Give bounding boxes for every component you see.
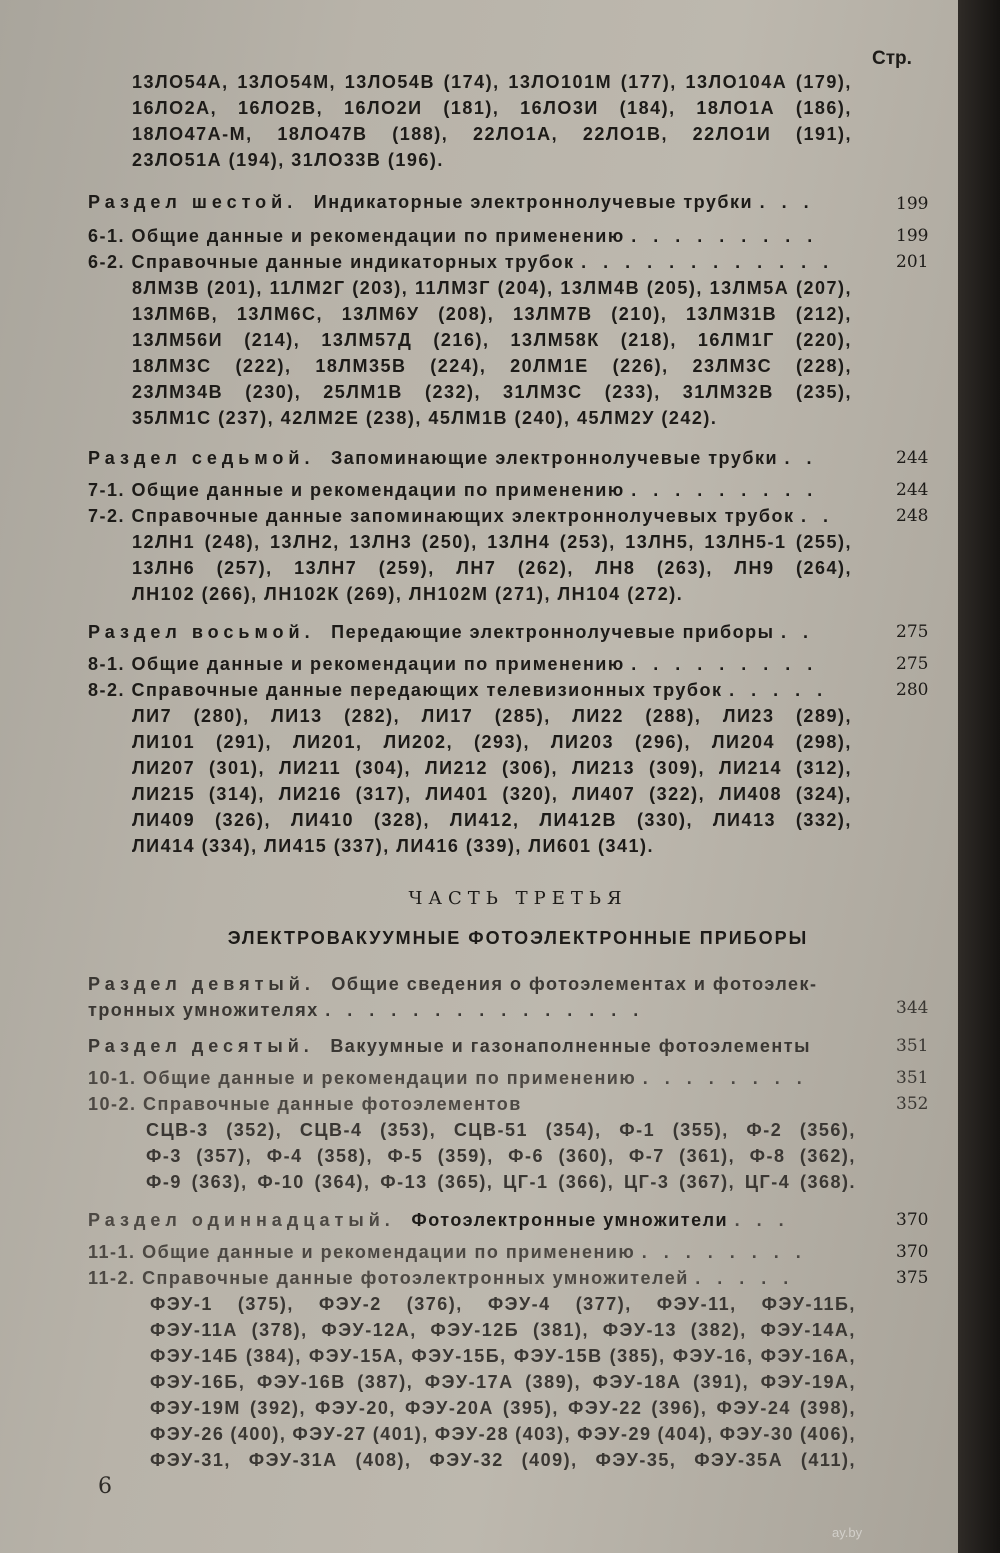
- leader-dots: . . . . . . . . . . . . . . .: [325, 1000, 645, 1020]
- item-title: Справочные данные индикаторных трубок: [131, 252, 575, 272]
- toc-list-line: 23ЛМ34В (230), 25ЛМ1В (232), 31ЛМ3С (233), 31ЛМ32В (235),: [132, 382, 852, 402]
- item-number: 7-1.: [88, 480, 126, 500]
- toc-list-line: ФЭУ-1 (375), ФЭУ-2 (376), ФЭУ-4 (377), ФЭУ-11, ФЭУ-11Б,: [150, 1294, 856, 1314]
- leader-dots: . .: [784, 448, 818, 468]
- section-heading: [88, 448, 818, 469]
- toc-list-line: СЦВ-3 (352), СЦВ-4 (353), СЦВ-51 (354), Ф-1 (355), Ф-2 (356),: [146, 1120, 856, 1140]
- leader-dots: . . . . . . . .: [641, 1242, 807, 1262]
- section-label: Раздел шестой.: [88, 192, 298, 212]
- section-label: Раздел восьмой.: [88, 622, 315, 642]
- section-page: 351: [896, 1036, 929, 1056]
- section-heading: [88, 192, 815, 213]
- toc-list-line: Ф-9 (363), Ф-10 (364), Ф-13 (365), ЦГ-1 (366), ЦГ-3 (367), ЦГ-4 (368).: [146, 1172, 856, 1192]
- item-number: 10-2.: [88, 1094, 137, 1114]
- part-subtitle: ЭЛЕКТРОВАКУУМНЫЕ ФОТОЭЛЕКТРОННЫЕ ПРИБОРЫ: [227, 928, 809, 948]
- section-title: Общие сведения о фотоэлементах и фотоэлек-: [331, 974, 818, 994]
- toc-list-line: 13ЛО54А, 13ЛО54М, 13ЛО54В (174), 13ЛО101М (177), 13ЛО104А (179),: [132, 72, 852, 92]
- section-page: 344: [896, 998, 929, 1018]
- item-page: 280: [896, 680, 929, 700]
- section-page: 370: [896, 1210, 929, 1230]
- toc-list-line: 18ЛМ3С (222), 18ЛМ35В (224), 20ЛМ1Е (226), 23ЛМ3С (228),: [132, 356, 852, 376]
- section-title: Индикаторные электроннолучевые трубки: [313, 192, 754, 212]
- toc-item: [88, 506, 834, 527]
- leader-dots: . . . . . . . . .: [631, 226, 819, 246]
- leader-dots: . .: [800, 506, 834, 526]
- item-title: Справочные данные запоминающих электроннолучевых трубок: [131, 506, 795, 526]
- watermark: ay.by: [832, 1525, 863, 1540]
- item-title: Общие данные и рекомендации по применению: [131, 654, 625, 674]
- section-title: Запоминающие электроннолучевые трубки: [331, 448, 779, 468]
- toc-list-line: ФЭУ-16Б, ФЭУ-16В (387), ФЭУ-17А (389), ФЭУ-18А (391), ФЭУ-19А,: [150, 1372, 856, 1392]
- section-heading: [88, 1210, 790, 1231]
- section-title: Передающие электроннолучевые приборы: [331, 622, 775, 642]
- toc-list-line: ФЭУ-19М (392), ФЭУ-20, ФЭУ-20А (395), ФЭУ-22 (396), ФЭУ-24 (398),: [150, 1398, 856, 1418]
- toc-list-line: 12ЛН1 (248), 13ЛН2, 13ЛН3 (250), 13ЛН4 (253), 13ЛН5, 13ЛН5-1 (255),: [132, 532, 852, 552]
- toc-item: [88, 1268, 794, 1289]
- toc-list-line: 13ЛН6 (257), 13ЛН7 (259), ЛН7 (262), ЛН8 (263), ЛН9 (264),: [132, 558, 852, 578]
- item-title: Общие данные и рекомендации по применению: [131, 226, 625, 246]
- toc-list-line: ЛИ7 (280), ЛИ13 (282), ЛИ17 (285), ЛИ22 (288), ЛИ23 (289),: [132, 706, 852, 726]
- item-page: 201: [896, 252, 929, 272]
- toc-item: [88, 252, 834, 273]
- toc-list-line: 13ЛМ56И (214), 13ЛМ57Д (216), 13ЛМ58К (218), 16ЛМ1Г (220),: [132, 330, 852, 350]
- section-title-continued: тронных умножителях: [88, 1000, 319, 1020]
- item-title: Общие данные и рекомендации по применению: [143, 1068, 637, 1088]
- item-number: 6-1.: [88, 226, 126, 246]
- item-title: Общие данные и рекомендации по применению: [142, 1242, 636, 1262]
- toc-item: [88, 654, 818, 675]
- item-page: 275: [896, 654, 929, 674]
- toc-list-line: 23ЛО51А (194), 31ЛО33В (196).: [132, 150, 444, 170]
- toc-list-line: 8ЛМ3В (201), 11ЛМ2Г (203), 11ЛМ3Г (204), 13ЛМ4В (205), 13ЛМ5А (207),: [132, 278, 852, 298]
- item-page: 199: [896, 226, 929, 246]
- toc-item: [88, 1094, 522, 1115]
- toc-list-line: 16ЛО2А, 16ЛО2В, 16ЛО2И (181), 16ЛО3И (184), 18ЛО1А (186),: [132, 98, 852, 118]
- section-heading-continued: [88, 1000, 644, 1021]
- page-number: 6: [98, 1474, 112, 1499]
- item-page: 248: [896, 506, 929, 526]
- item-title: Справочные данные фотоэлементов: [143, 1094, 522, 1114]
- section-title: Вакуумные и газонаполненные фотоэлементы: [330, 1036, 811, 1056]
- leader-dots: . . . . .: [695, 1268, 795, 1288]
- toc-list-line: ЛН102 (266), ЛН102К (269), ЛН102М (271), ЛН104 (272).: [132, 584, 684, 604]
- section-label: Раздел одиннадцатый.: [88, 1210, 395, 1230]
- item-title: Общие данные и рекомендации по применению: [131, 480, 625, 500]
- section-label: Раздел седьмой.: [88, 448, 315, 468]
- item-number: 11-2.: [88, 1268, 136, 1288]
- toc-list-line: ЛИ101 (291), ЛИ201, ЛИ202, (293), ЛИ203 (296), ЛИ204 (298),: [132, 732, 852, 752]
- toc-item: [88, 680, 828, 701]
- item-page: 244: [896, 480, 929, 500]
- item-number: 7-2.: [88, 506, 126, 526]
- leader-dots: . . . . . . . .: [642, 1068, 808, 1088]
- section-heading: [88, 974, 818, 995]
- leader-dots: . . . . . . . . . . . .: [581, 252, 835, 272]
- item-page: 375: [896, 1268, 929, 1288]
- item-page: 352: [896, 1094, 929, 1114]
- toc-item: [88, 1242, 807, 1263]
- leader-dots: . . . . . . . . .: [631, 654, 819, 674]
- section-title: Фотоэлектронные умножители: [411, 1210, 729, 1230]
- item-page: 370: [896, 1242, 929, 1262]
- toc-list-line: ФЭУ-26 (400), ФЭУ-27 (401), ФЭУ-28 (403), ФЭУ-29 (404), ФЭУ-30 (406),: [150, 1424, 856, 1444]
- toc-list-line: ФЭУ-14Б (384), ФЭУ-15А, ФЭУ-15Б, ФЭУ-15В (385), ФЭУ-16, ФЭУ-16А,: [150, 1346, 856, 1366]
- item-number: 6-2.: [88, 252, 126, 272]
- toc-list-line: ЛИ215 (314), ЛИ216 (317), ЛИ401 (320), ЛИ407 (322), ЛИ408 (324),: [132, 784, 852, 804]
- item-number: 10-1.: [88, 1068, 137, 1088]
- section-page: 244: [896, 448, 929, 468]
- toc-list-line: Ф-3 (357), Ф-4 (358), Ф-5 (359), Ф-6 (360), Ф-7 (361), Ф-8 (362),: [146, 1146, 856, 1166]
- leader-dots: . . .: [734, 1210, 790, 1230]
- toc-item: [88, 480, 818, 501]
- section-heading: [88, 1036, 811, 1057]
- section-page: 199: [896, 194, 929, 214]
- item-number: 8-2.: [88, 680, 126, 700]
- section-label: Раздел десятый.: [88, 1036, 314, 1056]
- leader-dots: . . . . .: [729, 680, 829, 700]
- toc-list-line: ФЭУ-31, ФЭУ-31А (408), ФЭУ-32 (409), ФЭУ-35, ФЭУ-35А (411),: [150, 1450, 856, 1470]
- item-number: 11-1.: [88, 1242, 136, 1262]
- item-number: 8-1.: [88, 654, 126, 674]
- toc-list-line: ЛИ414 (334), ЛИ415 (337), ЛИ416 (339), ЛИ601 (341).: [132, 836, 654, 856]
- leader-dots: . . . . . . . . .: [631, 480, 819, 500]
- section-label: Раздел девятый.: [88, 974, 315, 994]
- toc-list-line: 13ЛМ6В, 13ЛМ6С, 13ЛМ6У (208), 13ЛМ7В (210), 13ЛМ31В (212),: [132, 304, 852, 324]
- item-page: 351: [896, 1068, 929, 1088]
- leader-dots: . . .: [759, 192, 815, 212]
- section-heading: [88, 622, 814, 643]
- toc-list-line: 35ЛМ1С (237), 42ЛМ2Е (238), 45ЛМ1В (240), 45ЛМ2У (242).: [132, 408, 718, 428]
- toc-item: [88, 226, 818, 247]
- section-page: 275: [896, 622, 929, 642]
- page-column-header: Стр.: [872, 48, 912, 69]
- toc-list-line: ФЭУ-11А (378), ФЭУ-12А, ФЭУ-12Б (381), ФЭУ-13 (382), ФЭУ-14А,: [150, 1320, 856, 1340]
- item-title: Справочные данные передающих телевизионных трубок: [131, 680, 723, 700]
- item-title: Справочные данные фотоэлектронных умножителей: [142, 1268, 689, 1288]
- leader-dots: . .: [781, 622, 815, 642]
- part-title: ЧАСТЬ ТРЕТЬЯ: [408, 888, 628, 909]
- toc-list-line: 18ЛО47А-М, 18ЛО47В (188), 22ЛО1А, 22ЛО1В, 22ЛО1И (191),: [132, 124, 852, 144]
- toc-item: [88, 1068, 808, 1089]
- toc-list-line: ЛИ409 (326), ЛИ410 (328), ЛИ412, ЛИ412В (330), ЛИ413 (332),: [132, 810, 852, 830]
- book-edge: [958, 0, 1000, 1553]
- toc-list-line: ЛИ207 (301), ЛИ211 (304), ЛИ212 (306), ЛИ213 (309), ЛИ214 (312),: [132, 758, 852, 778]
